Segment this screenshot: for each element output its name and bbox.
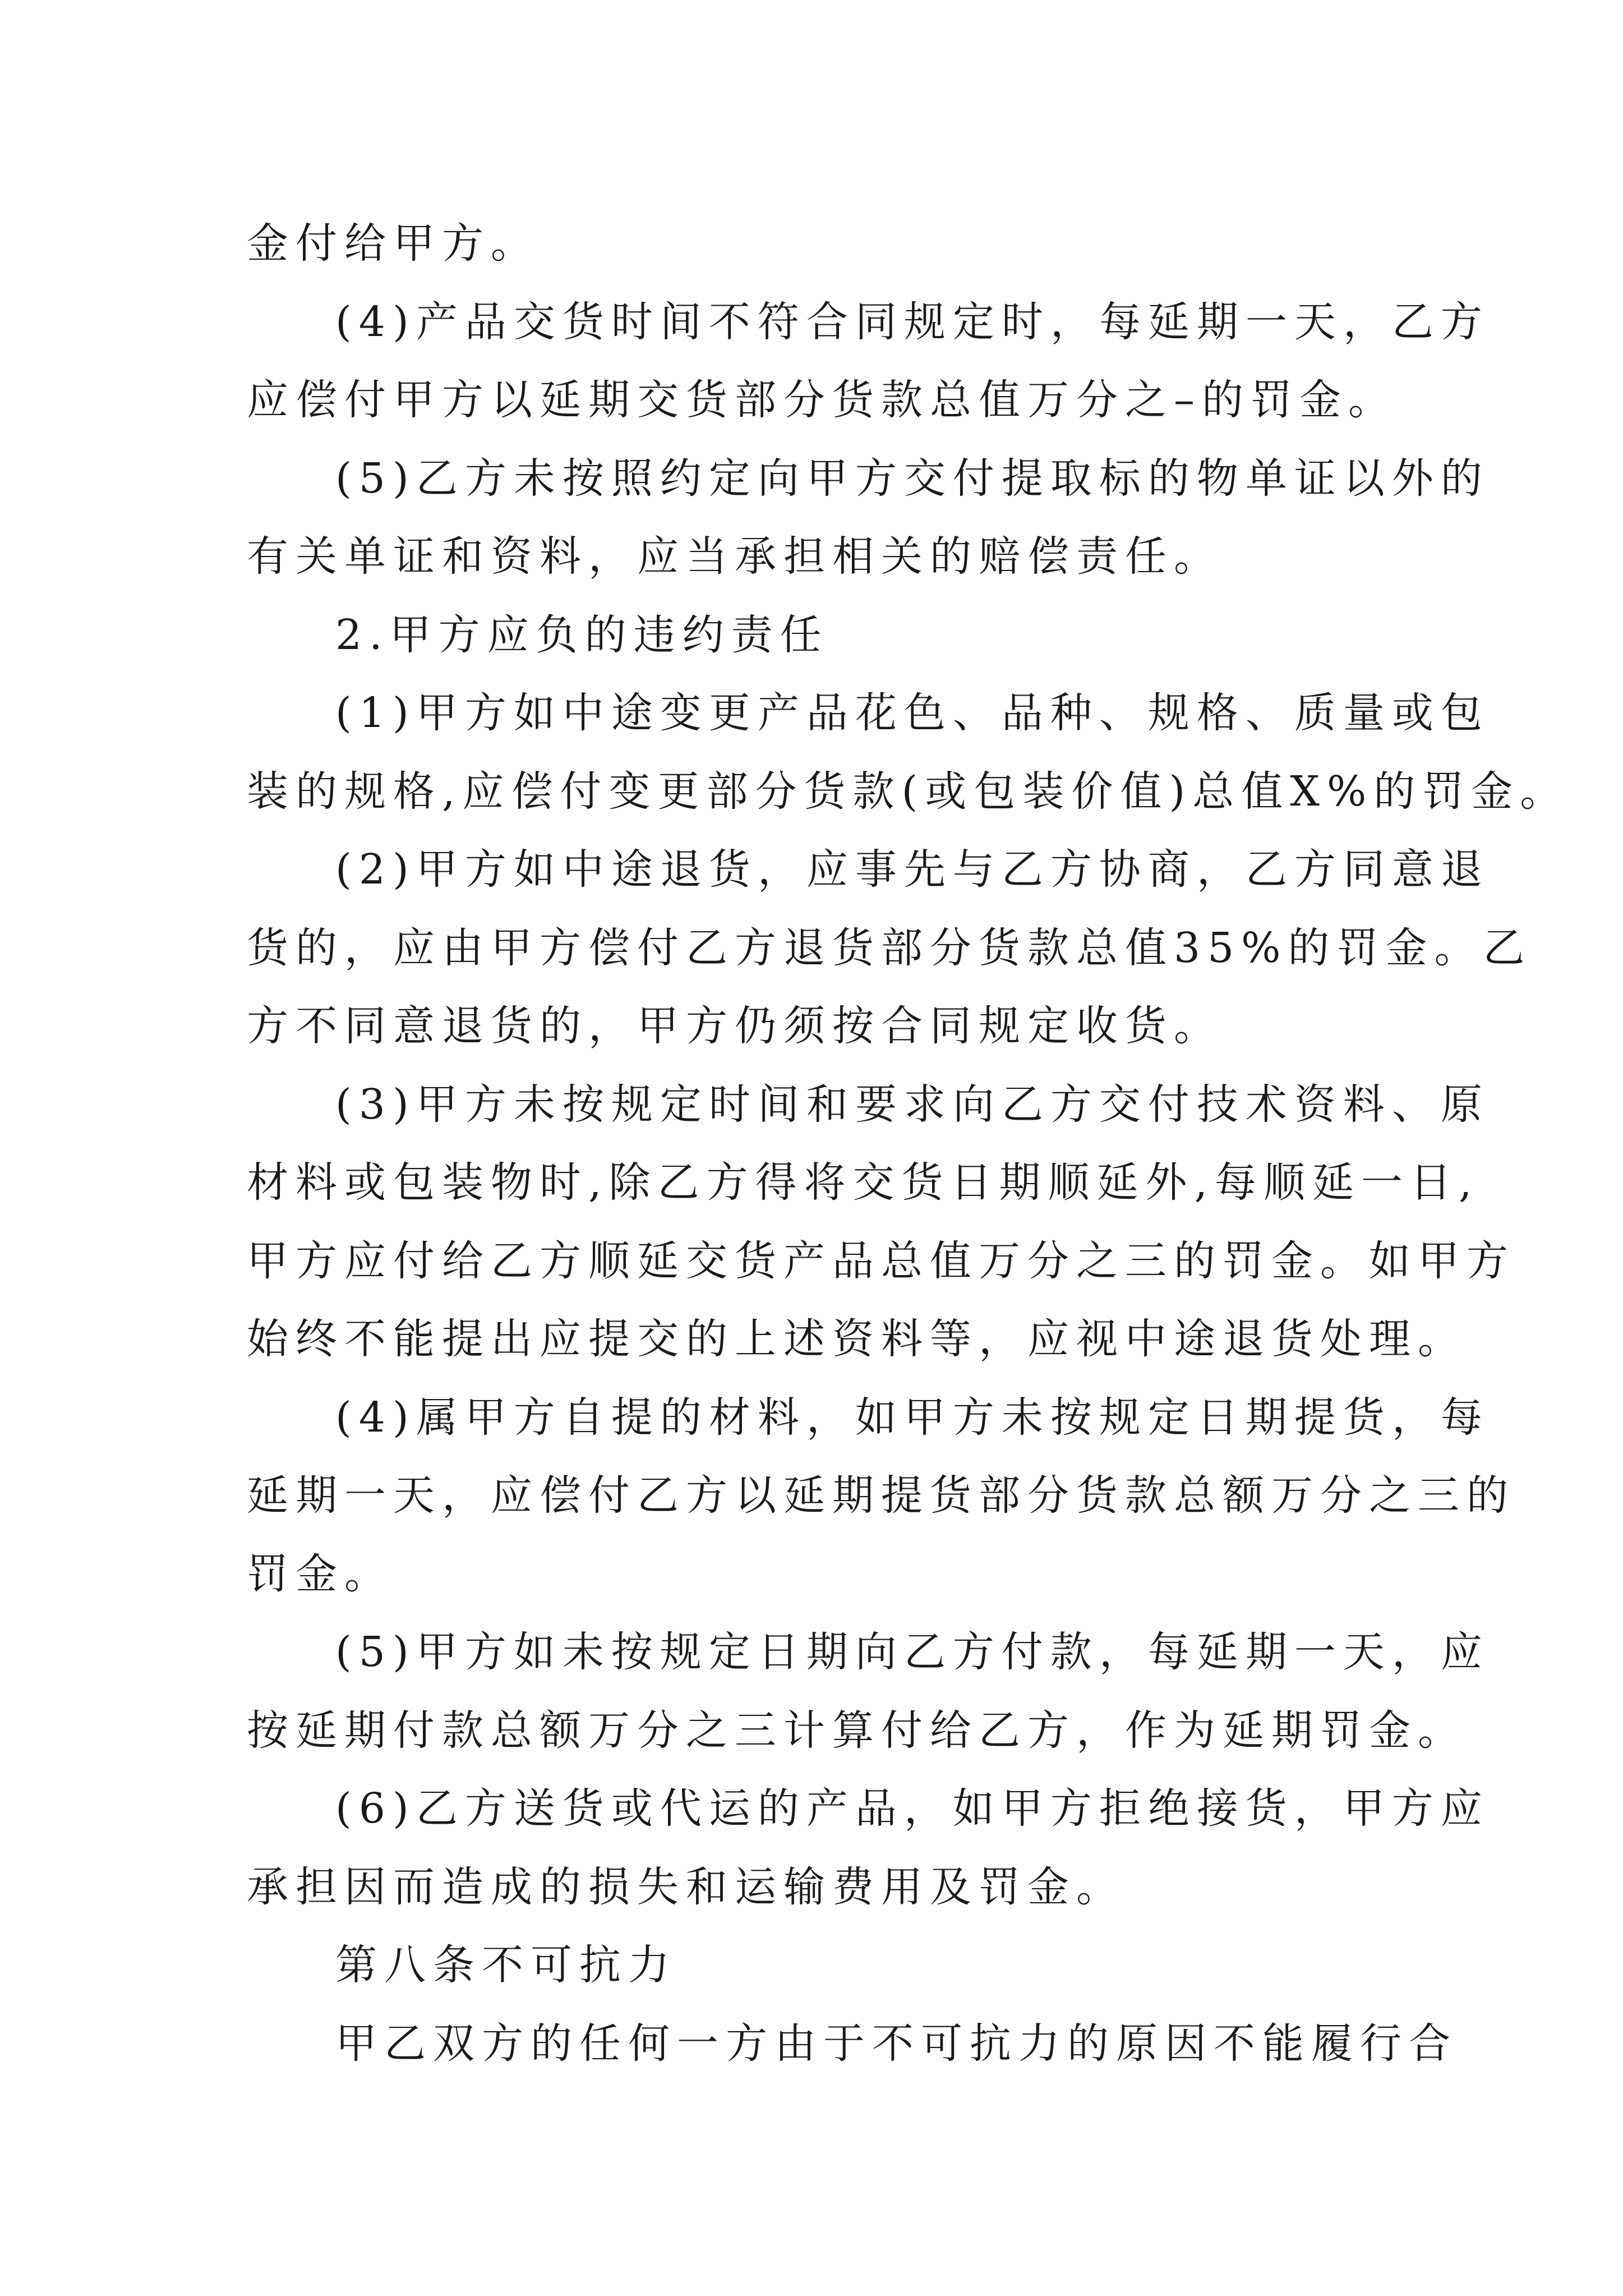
text-line: 金付给甲方。 [247,219,540,268]
text-line: (6)乙方送货或代运的产品，如甲方拒绝接货，甲方应 [335,1784,1490,1833]
text-line: 材料或包装物时,除乙方得将交货日期顺延外,每顺延一日, [247,1158,1479,1207]
text-line: (2)甲方如中途退货，应事先与乙方协商，乙方同意退 [335,845,1490,894]
text-line: 承担因而造成的损失和运输费用及罚金。 [247,1862,1125,1911]
text-line: 货的，应由甲方偿付乙方退货部分货款总值35%的罚金。乙 [247,923,1532,972]
document-body [247,205,1569,2083]
text-line: 甲乙双方的任何一方由于不可抗力的原因不能履行合 [335,2019,1458,2068]
text-line: 第八条不可抗力 [335,1941,677,1989]
text-line: (5)甲方如未按规定日期向乙方付款，每延期一天，应 [335,1628,1490,1676]
text-line: (3)甲方未按规定时间和要求向乙方交付技术资料、原 [335,1080,1490,1129]
text-line: 2.甲方应负的违约责任 [335,610,829,659]
text-line: 按延期付款总额万分之三计算付给乙方，作为延期罚金。 [247,1706,1467,1755]
text-line: 罚金。 [247,1549,393,1598]
text-line: 始终不能提出应提交的上述资料等，应视中途退货处理。 [247,1315,1467,1363]
text-line: (4)属甲方自提的材料，如甲方未按规定日期提货，每 [335,1393,1490,1442]
text-line: (5)乙方未按照约定向甲方交付提取标的物单证以外的 [335,454,1490,503]
text-line: 方不同意退货的，甲方仍须按合同规定收货。 [247,1002,1223,1050]
text-line: 装的规格,应偿付变更部分货款(或包装价值)总值X%的罚金。 [247,767,1569,816]
text-line: 应偿付甲方以延期交货部分货款总值万分之–的罚金。 [247,376,1397,424]
text-line: 甲方应付给乙方顺延交货产品总值万分之三的罚金。如甲方 [247,1236,1515,1285]
text-line: 有关单证和资料，应当承担相关的赔偿责任。 [247,532,1223,581]
text-line: (1)甲方如中途变更产品花色、品种、规格、质量或包 [335,689,1490,737]
text-line: 延期一天，应偿付乙方以延期提货部分货款总额万分之三的 [247,1471,1515,1520]
text-line: (4)产品交货时间不符合同规定时，每延期一天，乙方 [335,297,1490,346]
